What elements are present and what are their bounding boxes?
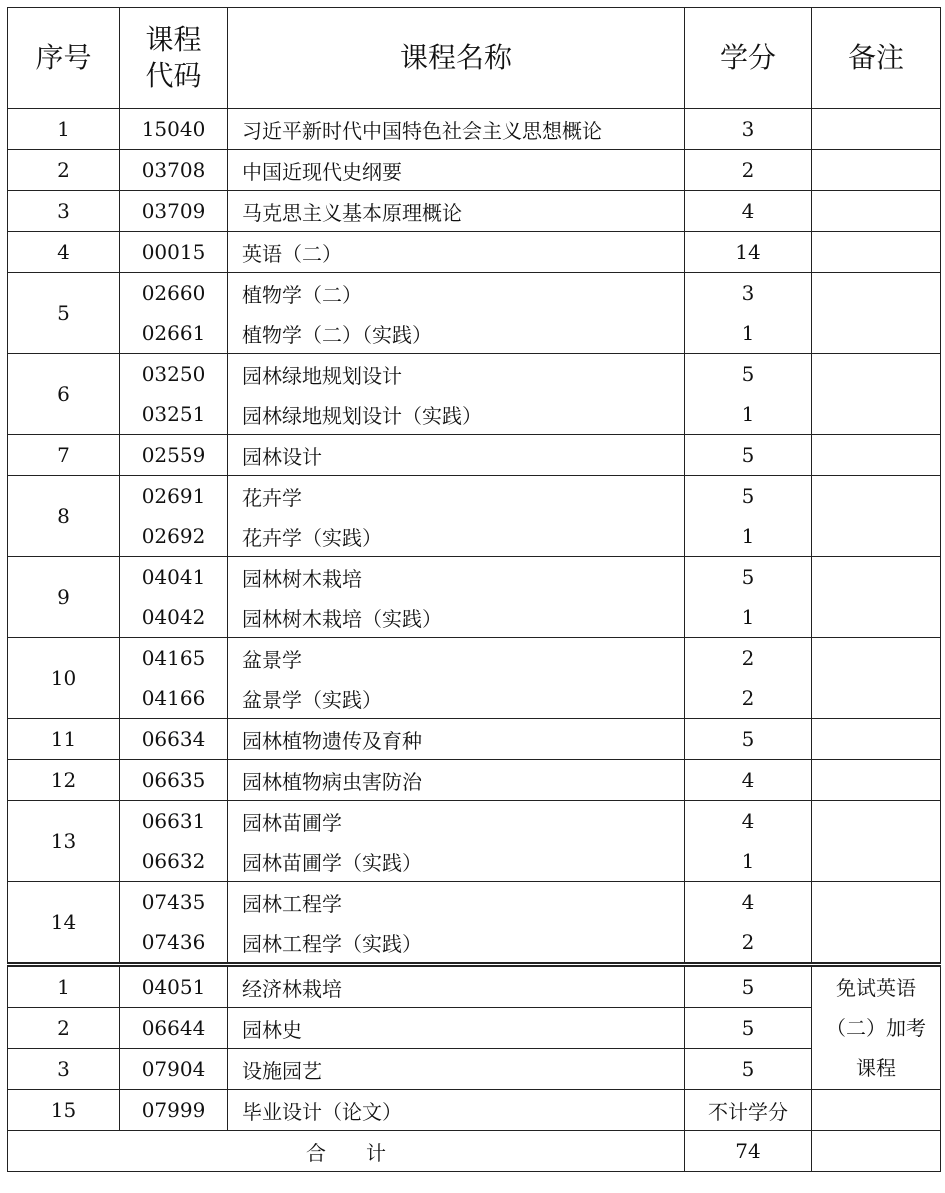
code-cell: 03708 bbox=[120, 150, 228, 191]
credit-cell: 1 bbox=[685, 313, 812, 354]
table-row bbox=[8, 801, 941, 842]
code-cell: 02559 bbox=[120, 435, 228, 476]
name-cell: 习近平新时代中国特色社会主义思想概论 bbox=[228, 109, 685, 150]
code-cell: 06644 bbox=[120, 1008, 228, 1049]
seq-cell: 1 bbox=[8, 965, 120, 1008]
remark-cell bbox=[812, 557, 941, 638]
remark-cell bbox=[812, 801, 941, 882]
header-seq: 序号 bbox=[8, 8, 120, 109]
code-cell: 02691 bbox=[120, 476, 228, 517]
seq-cell: 15 bbox=[8, 1090, 120, 1131]
remark-cell bbox=[812, 354, 941, 435]
credit-cell: 5 bbox=[685, 435, 812, 476]
credit-cell: 5 bbox=[685, 476, 812, 517]
name-cell: 马克思主义基本原理概论 bbox=[228, 191, 685, 232]
table-row bbox=[8, 516, 941, 557]
code-cell: 04166 bbox=[120, 678, 228, 719]
code-cell: 02692 bbox=[120, 516, 228, 557]
table-row bbox=[8, 597, 941, 638]
credit-cell: 5 bbox=[685, 1008, 812, 1049]
code-cell: 04165 bbox=[120, 638, 228, 679]
name-cell: 中国近现代史纲要 bbox=[228, 150, 685, 191]
total-row bbox=[8, 1131, 941, 1172]
code-cell: 00015 bbox=[120, 232, 228, 273]
table-row bbox=[8, 760, 941, 801]
code-cell: 07999 bbox=[120, 1090, 228, 1131]
credit-cell: 1 bbox=[685, 841, 812, 882]
remark-cell bbox=[812, 232, 941, 273]
name-cell: 园林苗圃学 bbox=[228, 801, 685, 842]
name-cell: 园林树木栽培 bbox=[228, 557, 685, 598]
code-cell: 04042 bbox=[120, 597, 228, 638]
name-cell: 经济林栽培 bbox=[228, 965, 685, 1008]
seq-cell: 3 bbox=[8, 1049, 120, 1090]
total-label: 合 计 bbox=[8, 1131, 685, 1172]
credit-cell: 1 bbox=[685, 516, 812, 557]
name-cell: 园林史 bbox=[228, 1008, 685, 1049]
header-code: 课程 代码 bbox=[120, 8, 228, 109]
name-cell: 植物学（二）（实践） bbox=[228, 313, 685, 354]
credit-cell: 5 bbox=[685, 557, 812, 598]
seq-cell: 8 bbox=[8, 476, 120, 557]
remark-cell bbox=[812, 719, 941, 760]
credit-cell: 5 bbox=[685, 965, 812, 1008]
name-cell: 花卉学 bbox=[228, 476, 685, 517]
name-cell: 英语（二） bbox=[228, 232, 685, 273]
seq-cell: 4 bbox=[8, 232, 120, 273]
seq-cell: 1 bbox=[8, 109, 120, 150]
credit-cell: 2 bbox=[685, 638, 812, 679]
name-cell: 园林苗圃学（实践） bbox=[228, 841, 685, 882]
seq-cell: 14 bbox=[8, 882, 120, 965]
name-cell: 植物学（二） bbox=[228, 273, 685, 314]
code-cell: 07436 bbox=[120, 922, 228, 965]
remark-cell bbox=[812, 150, 941, 191]
course-table bbox=[7, 7, 941, 1172]
credit-cell: 2 bbox=[685, 922, 812, 965]
code-cell: 06634 bbox=[120, 719, 228, 760]
credit-cell: 3 bbox=[685, 273, 812, 314]
name-cell: 园林植物遗传及育种 bbox=[228, 719, 685, 760]
seq-cell: 13 bbox=[8, 801, 120, 882]
header-credit: 学分 bbox=[685, 8, 812, 109]
name-cell: 园林工程学（实践） bbox=[228, 922, 685, 965]
code-cell: 04041 bbox=[120, 557, 228, 598]
credit-cell: 3 bbox=[685, 109, 812, 150]
code-cell: 07904 bbox=[120, 1049, 228, 1090]
remark-cell bbox=[812, 273, 941, 354]
table-row bbox=[8, 394, 941, 435]
credit-cell: 5 bbox=[685, 1049, 812, 1090]
table-row bbox=[8, 435, 941, 476]
remark-cell bbox=[812, 882, 941, 965]
name-cell: 盆景学（实践） bbox=[228, 678, 685, 719]
code-cell: 02660 bbox=[120, 273, 228, 314]
name-cell: 盆景学 bbox=[228, 638, 685, 679]
remark-cell bbox=[812, 1090, 941, 1131]
credit-cell: 4 bbox=[685, 191, 812, 232]
name-cell: 园林树木栽培（实践） bbox=[228, 597, 685, 638]
code-cell: 02661 bbox=[120, 313, 228, 354]
remark-cell bbox=[812, 109, 941, 150]
table-row bbox=[8, 150, 941, 191]
total-credit: 74 bbox=[685, 1131, 812, 1172]
remark-cell bbox=[812, 760, 941, 801]
header-remark: 备注 bbox=[812, 8, 941, 109]
table-row bbox=[8, 557, 941, 598]
credit-cell: 2 bbox=[685, 678, 812, 719]
extra-row bbox=[8, 965, 941, 1008]
table-row bbox=[8, 476, 941, 517]
name-cell: 园林植物病虫害防治 bbox=[228, 760, 685, 801]
credit-cell: 2 bbox=[685, 150, 812, 191]
remark-cell bbox=[812, 191, 941, 232]
seq-cell: 3 bbox=[8, 191, 120, 232]
table-row bbox=[8, 719, 941, 760]
seq-cell: 10 bbox=[8, 638, 120, 719]
table-row bbox=[8, 273, 941, 314]
extra-row bbox=[8, 1008, 941, 1049]
table-row bbox=[8, 354, 941, 395]
name-cell: 毕业设计（论文） bbox=[228, 1090, 685, 1131]
seq-cell: 7 bbox=[8, 435, 120, 476]
code-cell: 04051 bbox=[120, 965, 228, 1008]
seq-cell: 12 bbox=[8, 760, 120, 801]
credit-cell: 5 bbox=[685, 719, 812, 760]
credit-cell: 不计学分 bbox=[685, 1090, 812, 1131]
code-cell: 15040 bbox=[120, 109, 228, 150]
remark-cell: 免试英语（二）加考课程 bbox=[812, 965, 941, 1090]
thesis-row bbox=[8, 1090, 941, 1131]
seq-cell: 5 bbox=[8, 273, 120, 354]
remark-cell bbox=[812, 435, 941, 476]
seq-cell: 2 bbox=[8, 1008, 120, 1049]
credit-cell: 4 bbox=[685, 882, 812, 923]
table-row bbox=[8, 232, 941, 273]
credit-cell: 4 bbox=[685, 801, 812, 842]
seq-cell: 11 bbox=[8, 719, 120, 760]
name-cell: 设施园艺 bbox=[228, 1049, 685, 1090]
table-row bbox=[8, 841, 941, 882]
header-row bbox=[8, 8, 941, 109]
code-cell: 03709 bbox=[120, 191, 228, 232]
header-name: 课程名称 bbox=[228, 8, 685, 109]
code-cell: 03251 bbox=[120, 394, 228, 435]
remark-cell bbox=[812, 1131, 941, 1172]
extra-row bbox=[8, 1049, 941, 1090]
name-cell: 园林绿地规划设计 bbox=[228, 354, 685, 395]
code-cell: 06631 bbox=[120, 801, 228, 842]
credit-cell: 5 bbox=[685, 354, 812, 395]
table-row bbox=[8, 882, 941, 923]
credit-cell: 4 bbox=[685, 760, 812, 801]
name-cell: 园林设计 bbox=[228, 435, 685, 476]
credit-cell: 1 bbox=[685, 597, 812, 638]
table-row bbox=[8, 678, 941, 719]
name-cell: 花卉学（实践） bbox=[228, 516, 685, 557]
code-cell: 07435 bbox=[120, 882, 228, 923]
credit-cell: 14 bbox=[685, 232, 812, 273]
remark-cell bbox=[812, 638, 941, 719]
code-cell: 06635 bbox=[120, 760, 228, 801]
table-row bbox=[8, 313, 941, 354]
seq-cell: 9 bbox=[8, 557, 120, 638]
seq-cell: 6 bbox=[8, 354, 120, 435]
table-row bbox=[8, 109, 941, 150]
table-row bbox=[8, 922, 941, 965]
credit-cell: 1 bbox=[685, 394, 812, 435]
code-cell: 03250 bbox=[120, 354, 228, 395]
table-row bbox=[8, 191, 941, 232]
seq-cell: 2 bbox=[8, 150, 120, 191]
name-cell: 园林工程学 bbox=[228, 882, 685, 923]
name-cell: 园林绿地规划设计（实践） bbox=[228, 394, 685, 435]
table-row bbox=[8, 638, 941, 679]
remark-cell bbox=[812, 476, 941, 557]
code-cell: 06632 bbox=[120, 841, 228, 882]
